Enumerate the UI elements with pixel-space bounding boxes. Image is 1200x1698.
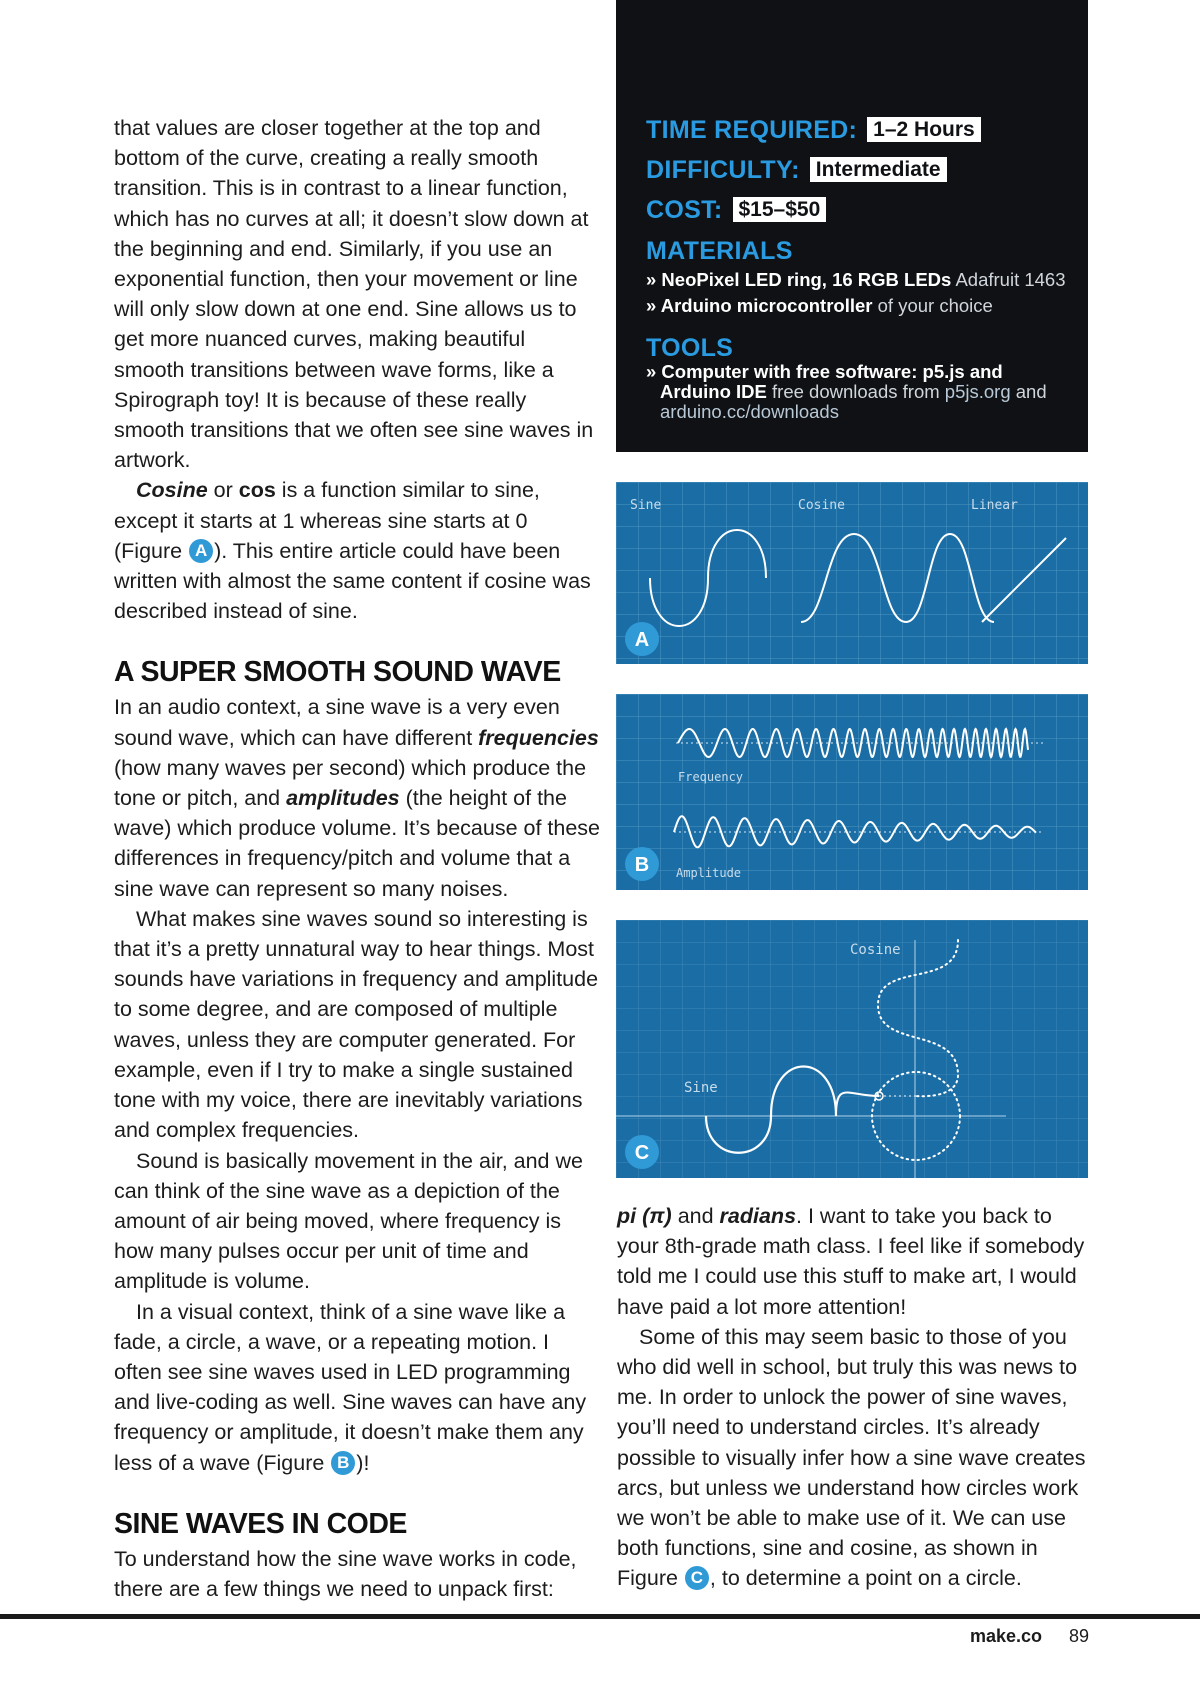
figure-a-graphic	[616, 482, 1088, 664]
figure-c-reference-badge: C	[685, 1566, 709, 1590]
materials-item: » Arduino microcontroller of your choice	[646, 295, 993, 316]
p5js-link[interactable]: p5js.org	[944, 381, 1011, 402]
materials-list	[646, 270, 1076, 316]
materials-item: » NeoPixel LED ring, 16 RGB LEDs Adafruit 1463	[646, 269, 1066, 290]
figure-a	[616, 482, 1088, 664]
body-paragraph: that values are closer together at the top and bottom of the curve, creating a really smooth transition. This is in contrast to a linear function, which has no curves at all; it doesn’t slow down at the beginning and end. Similarly, if you use an exponential function, then your movement or line will only slow down at one end. Sine allows us to get more nuanced curves, making beautiful smooth transitions between wave forms, like a Spirograph toy! It is because of these really smooth transitions that we often see sine waves in artwork.	[114, 116, 594, 473]
cost-label: COST:	[646, 196, 723, 224]
figure-grid	[616, 920, 1088, 1178]
tools-heading: TOOLS	[646, 334, 734, 362]
figure-grid	[616, 694, 1088, 890]
frequency-label: Frequency	[678, 770, 744, 784]
amplitude-label: Amplitude	[676, 866, 742, 880]
time-required-row	[646, 116, 981, 145]
figure-c-label-sine: Sine	[684, 1080, 718, 1096]
figure-a-label-linear: Linear	[971, 498, 1018, 513]
section-heading: SINE WAVES IN CODE	[114, 1507, 407, 1540]
cost-row	[646, 196, 826, 225]
cost-value: $15–$50	[733, 197, 827, 222]
difficulty-label: DIFFICULTY:	[646, 156, 800, 184]
body-paragraph: pi (π) and radians. I want to take you back to your 8th-grade math class. I feel like if somebody told me I could use this stuff to make art, I would have paid a lot more attention!	[617, 1204, 1085, 1319]
figure-a-badge: A	[634, 629, 650, 651]
footer-rule	[0, 1614, 1200, 1619]
body-paragraph: To understand how the sine wave works in code, there are a few things we need to unpack first:	[114, 1546, 577, 1601]
figure-c-badge: C	[634, 1142, 650, 1164]
body-paragraph: Sound is basically movement in the air, and we can think of the sine wave as a depiction of the amount of air being moved, where frequency is how many pulses occur per unit of time and amplitude is volume.	[114, 1148, 583, 1294]
right-column	[617, 1201, 1093, 1594]
project-spec-box	[616, 0, 1088, 452]
figure-c-label-cosine: Cosine	[850, 942, 901, 958]
figure-c	[616, 920, 1088, 1178]
footer-site[interactable]: make.co	[970, 1626, 1043, 1646]
tools-list	[646, 362, 1076, 422]
figure-a-label-cosine: Cosine	[798, 498, 845, 513]
section-heading: A SUPER SMOOTH SOUND WAVE	[114, 656, 561, 689]
figure-b-badge: B	[634, 854, 650, 876]
body-paragraph: In a visual context, think of a sine wave like a fade, a circle, a wave, or a repeating motion. I often see sine waves used in LED programming and live-coding as well. Sine waves can have any frequency or amplitude, it doesn’t make them any less of a wave (Figure B )!	[114, 1299, 587, 1475]
figure-b-reference-badge: B	[331, 1451, 355, 1475]
body-paragraph: In an audio context, a sine wave is a very even sound wave, which can have different frequencies (how many waves per second) which produce the tone or pitch, and amplitudes (the height of the wave) which produce volume. It’s because of these differences in frequency/pitch and volume that a sine wave can represent so many noises.	[114, 695, 601, 901]
figure-b-graphic	[616, 694, 1088, 890]
left-column	[114, 113, 600, 1604]
arduino-link[interactable]: arduino.cc/downloads	[660, 401, 839, 422]
page-number: 89	[1069, 1626, 1090, 1646]
body-paragraph: Cosine or cos is a function similar to sine, except it starts at 1 whereas sine starts at 0 (Figure A ). This entire article could have been written with almost the same content if cosine was described instead of sine.	[114, 478, 591, 624]
tools-item: » Computer with free software: p5.js and	[646, 361, 1003, 382]
materials-heading: MATERIALS	[646, 237, 793, 265]
figure-a-label-sine: Sine	[630, 498, 662, 513]
figure-b	[616, 694, 1088, 890]
time-required-label: TIME REQUIRED:	[646, 116, 858, 144]
difficulty-row	[646, 156, 947, 185]
body-paragraph: What makes sine waves sound so interesting is that it’s a pretty unnatural way to hear things. Most sounds have variations in frequency and amplitude to some degree, and are composed of multiple waves, unless they are computer generated. For example, even if I try to make a single sustained tone with my voice, there are inevitably variations and complex frequencies.	[114, 906, 599, 1143]
difficulty-value: Intermediate	[810, 157, 947, 182]
figure-a-reference-badge: A	[189, 539, 213, 563]
body-paragraph: Some of this may seem basic to those of you who did well in school, but truly this was news to me. In order to unlock the power of sine waves, you’ll need to understand circles. It’s already possible to visually infer how a sine wave creates arcs, but unless we understand how circles work we won’t be able to make use of it. We can use both functions, sine and cosine, as shown in Figure C , to determine a point on a circle.	[617, 1324, 1086, 1591]
tools-item-continued: Arduino IDE free downloads from p5js.org and	[660, 381, 1047, 402]
figure-c-graphic	[616, 920, 1088, 1178]
time-required-value: 1–2 Hours	[867, 117, 981, 142]
